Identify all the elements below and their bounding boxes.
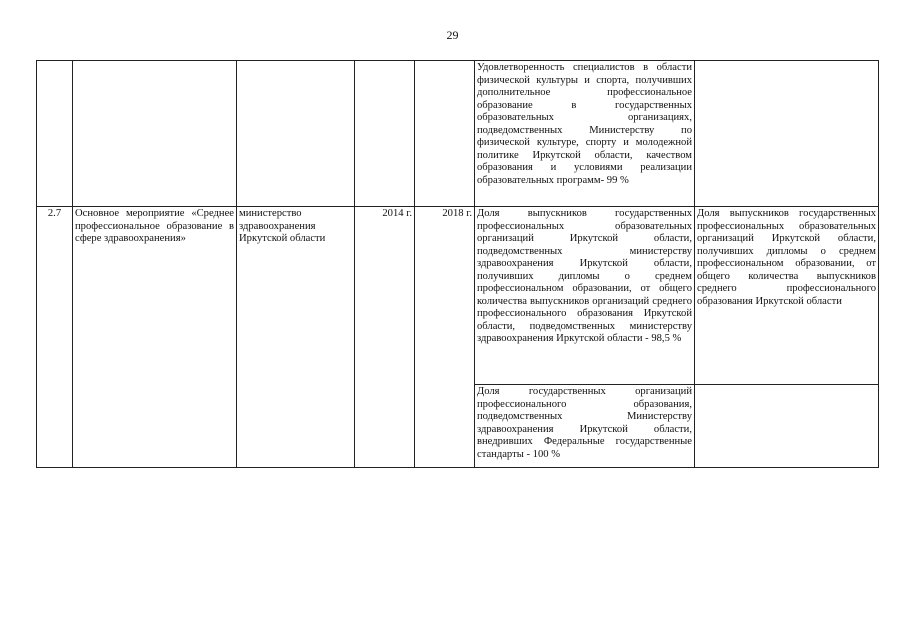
activity-cell: Основное мероприятие «Среднее профессиональное образование в сфере здравоохранения» bbox=[73, 207, 237, 468]
row-number-cell: 2.7 bbox=[37, 207, 73, 468]
executor-cell: министерство здравоохранения Иркутской области bbox=[237, 207, 355, 468]
row-number-cell bbox=[37, 61, 73, 207]
activity-cell bbox=[73, 61, 237, 207]
target-link-cell bbox=[695, 385, 879, 468]
target-link-cell: Доля выпускников государственных профессиональных образовательных организаций Иркутской области, получивших дипломы о среднем профессиональном образовании, от общего количества выпускников среднего профессионального образования Иркутской области bbox=[695, 207, 879, 385]
executor-cell bbox=[237, 61, 355, 207]
program-table bbox=[36, 60, 879, 468]
start-year-cell bbox=[355, 61, 415, 207]
page-number: 29 bbox=[446, 28, 459, 42]
target-link-cell bbox=[695, 61, 879, 207]
indicator-cell: Удовлетворенность специалистов в области физической культуры и спорта, получивших дополнительное профессиональное образование в государственных образовательных организациях, подведомственных Министерству по физической культуре, спорту и молодежной политике Иркутской области, качеством образования и условиями реализации образовательных программ- 99 % bbox=[475, 61, 695, 207]
end-year-cell bbox=[415, 61, 475, 207]
indicator-cell: Доля государственных организаций профессионального образования, подведомственных Министерству здравоохранения Иркутской области, внедривших Федеральные государственные стандарты - 100 % bbox=[475, 385, 695, 468]
table-row bbox=[37, 61, 879, 207]
table-row bbox=[37, 207, 879, 385]
indicator-cell: Доля выпускников государственных профессиональных образовательных организаций Иркутской области, подведомственных министерству здравоохранения Иркутской области, получивших дипломы о среднем профессиональном образовании, от общего количества выпускников организаций среднего профессионального образования Иркутской области, подведомственных министерству здравоохранения Иркутской области - 98,5 % bbox=[475, 207, 695, 385]
end-year-cell: 2018 г. bbox=[415, 207, 475, 468]
start-year-cell: 2014 г. bbox=[355, 207, 415, 468]
